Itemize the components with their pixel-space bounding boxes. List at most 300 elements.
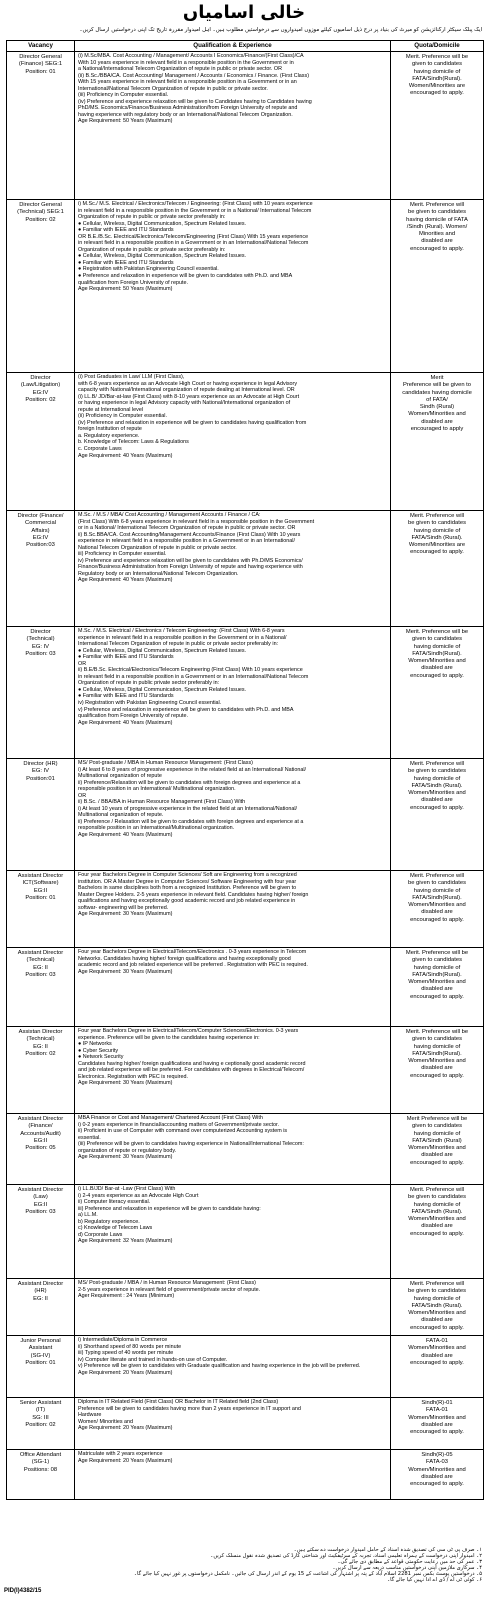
qualification-line: ii) B.Sc.BBA/CA. Cost Accounting/Management Accounts/Finance (First Class) With 10 years (78, 531, 301, 538)
quota-cell (391, 1450, 484, 1500)
quota-line: be given to candidates (407, 209, 466, 216)
qualification-line: ● Preference and relaxation in experience will be given to candidates with Ph.D. and MBA (78, 273, 293, 280)
qualification-line: Multinational organization of repute (78, 773, 162, 780)
quota-line: encouraged to apply. (410, 993, 464, 1000)
vacancy-line: Junior Personal (20, 1338, 61, 1344)
quota-line: disabled are (421, 665, 453, 672)
qualification-line: iv) Registration with Pakistan Engineering Council essential. (78, 700, 222, 707)
footer-note: ۱۔ صرف پی ٹی سی کی تصدیق شدہ اسناد کے حامل امیدوار درخواست دے سکتے ہیں۔ (293, 1547, 482, 1553)
vacancy-line: Accounts/Audit) (20, 1130, 61, 1137)
quota-line: given to candidates (412, 1036, 462, 1043)
quota-cell (391, 948, 484, 1027)
vacancy-line: Position: 02 (25, 216, 56, 223)
quota-line: Merit. Preference will (409, 202, 465, 208)
qualification-line: (iii) Proficiency in Computer essential. (78, 92, 169, 99)
vacancy-line: SG: III (32, 1414, 49, 1421)
quota-line: given to candidates (412, 1123, 462, 1130)
qualification-line: i) At least 10 years of progressive experience in the related field at an International/National/ (78, 805, 298, 812)
quota-cell (391, 1027, 484, 1114)
qualification-line: i) M.Sc./ M.S. Electrical / Electronics/Telecom / Engineering: (First Class) with 10 years experience (78, 201, 313, 207)
vacancy-line: Commercial (25, 520, 56, 527)
vacancy-line: Assistant Director (17, 1116, 64, 1122)
quota-line: Merit. Preference will (409, 1281, 465, 1287)
qualification-cell (75, 1398, 391, 1450)
quota-line: be given to candidates (407, 1194, 466, 1201)
qualification-line: i) 2-4 years experience as an Advocate High Court (78, 1192, 199, 1199)
vacancy-line: EG:II (33, 1201, 48, 1208)
qualification-line: or having experience in legal Advisory capacity with National/International organization of (78, 400, 291, 407)
qualification-line: in relevant field in a responsible position in a Government or in an International/National Telecom (78, 240, 309, 247)
vacancy-line: Position: 02 (25, 396, 56, 403)
table-row (7, 52, 484, 200)
qualification-line: iii) Typing speed of 40 words per minute (78, 1350, 174, 1357)
qualification-line: experience in relevant field in a responsible position in the Government or in a National/ (78, 634, 287, 641)
qualification-line: Age Requirement: 40 Years (Maximum) (78, 577, 173, 584)
qualification-line: ● Network Security (78, 1054, 124, 1061)
qualification-cell (75, 871, 391, 948)
quota-line: having domicile of (413, 1201, 461, 1208)
quota-line: FATA/Sindh (Rural). (411, 1208, 463, 1215)
qualification-cell (75, 511, 391, 627)
quota-cell (391, 759, 484, 871)
vacancy-line: ICT(Software) (22, 880, 59, 887)
qualification-line: with 6-8 years experience as an Advocate High Court or having experience in legal Advisory (78, 380, 298, 387)
vacancy-line: (Technical) SEG:1 (17, 209, 64, 216)
quota-line: Sindh(R)-01 (421, 1400, 453, 1406)
vacancy-line: Position:03 (26, 542, 55, 549)
qualification-line: (i) M.Sc/MBA. Cost Accounting / Management/ Accounts I Economics/Finance/(First Class)/CA (78, 53, 304, 59)
vacancy-line: Director (30, 375, 51, 381)
vacancy-cell (7, 759, 75, 871)
vacancy-line: Assistan Director (18, 1029, 63, 1035)
quota-line: encouraged to apply. (410, 90, 464, 97)
qualification-line: Multinational organization of repute. (78, 812, 164, 819)
vacancy-line: EG: II (33, 1295, 48, 1302)
vacancy-line: Position: 05 (25, 1145, 56, 1152)
qualification-line: OR (78, 792, 87, 799)
qualification-cell (75, 52, 391, 200)
quota-line: Women/Minorities are (408, 542, 466, 549)
qualification-line: v) Preference will be given to candidates with Graduate qualification and having experience in the job will be preferred. (78, 1363, 361, 1370)
table-row (7, 1336, 484, 1398)
quota-cell (391, 1336, 484, 1398)
vacancy-line: Affairs) (31, 527, 50, 534)
vacancy-cell (7, 627, 75, 759)
quota-line: Women/Minorities and (408, 1466, 466, 1473)
vacancy-line: (SG-IV) (30, 1352, 51, 1359)
qualification-line: experience in relevant field in a responsible position in a Government or in an International/ (78, 538, 295, 545)
qualification-cell (75, 627, 391, 759)
quota-cell (391, 200, 484, 373)
qualification-line: v) Preference and relaxation in experience will be given to candidates with Ph.D. and MBA (78, 706, 294, 713)
qualification-line: Hardware (78, 1412, 102, 1419)
quota-line: disabled are (421, 238, 453, 245)
vacancy-line: Assistant Director (17, 1187, 64, 1193)
qualification-line: Organization of repute in public or private sector preferably in: (78, 214, 226, 221)
quota-line: encouraged to apply. (410, 1429, 464, 1436)
quota-line: Sindh (Rural) (419, 404, 455, 411)
qualification-line: Preference will be given to candidates having more than 2 years experience in IT support and (78, 1405, 301, 1412)
publication-id: PID(I)4382/15 (4, 1588, 42, 1594)
qualification-line: ● Cellular, Wireless, Digital Communication, Spectrum Related Issues. (78, 686, 247, 693)
qualification-line: ii) Proficient in use of Computer with command over computerized Accounting system is (78, 1128, 288, 1135)
table-row (7, 1450, 484, 1500)
vacancy-cell (7, 1279, 75, 1336)
quota-line: FATA/Sindh(Rural). (412, 1050, 462, 1057)
table-row (7, 948, 484, 1027)
qualification-line: Finance/Business Administration from Foreign University of repute and having experience with (78, 564, 303, 571)
qualification-line: (iv) Preference and relaxation in experience will be given to candidates having qualification from (78, 419, 307, 426)
qualification-line: c. Corporate Laws (78, 446, 122, 453)
quota-cell (391, 871, 484, 948)
qualification-line: Age Requirement: 50 Years (Maximum) (78, 118, 173, 125)
vacancy-line: Position: 01 (25, 68, 56, 75)
vacancy-line: Office Attendant (19, 1452, 62, 1458)
quota-line: encouraged to apply. (410, 1072, 464, 1079)
quota-line: /Sindh (Rural). Women/ (406, 223, 468, 230)
quota-line: Merit Preference will be (406, 1116, 468, 1122)
qualification-line: Matriculate with 2 years experience (78, 1451, 163, 1457)
qualification-line: (ii) Proficiency in Computer essential. (78, 413, 167, 420)
qualification-line: iii) Preference and relaxation in experience will be given to candidate having: (78, 1205, 261, 1212)
quota-line: FATA/Sindh (Rural). (411, 1302, 463, 1309)
quota-cell (391, 1398, 484, 1450)
quota-line: Merit (430, 375, 444, 381)
footer-note: ۴۔ سرکاری ملازمین اپنی درخواستیں مناسب ذریعہ سے ارسال کریں۔ (332, 1565, 482, 1571)
qualification-line: i) LL.B/JD/ Bar-at -Law (First Class) With (78, 1186, 176, 1192)
quota-line: Women/Minorities and (408, 411, 466, 418)
quota-line: encouraged to apply. (410, 1230, 464, 1237)
quota-line: encouraged to apply (410, 426, 464, 433)
qualification-cell (75, 759, 391, 871)
qualification-line: Four year Bachelors Degree in Electrical/Telecom/Computer Sciences/Electronics. 0-3 years (78, 1028, 299, 1034)
qualification-line: ● Familiar with IEEE and ITU Standards (78, 654, 174, 661)
qualification-line: Organization of repute in public private sector preferably in: (78, 680, 220, 687)
quota-line: Merit. Preference will (409, 513, 465, 519)
vacancy-cell (7, 52, 75, 200)
qualification-cell (75, 200, 391, 373)
qualification-line: Women/ Minorities and (78, 1418, 134, 1425)
qualification-cell (75, 373, 391, 511)
quota-line: Preference will be given to (403, 382, 471, 389)
qualification-line: a) LL.M. (78, 1212, 98, 1219)
qualification-line: Age Requirement: 30 Years (Maximum) (78, 1080, 173, 1087)
quota-line: Women/Minorities and (408, 1310, 466, 1317)
qualification-line: qualification from Foreign University of repute. (78, 279, 188, 286)
vacancy-line: Director General (19, 54, 62, 60)
column-header-vacancy: Vacancy (7, 41, 75, 52)
vacancy-line: (SG-1) (31, 1459, 50, 1466)
quota-cell (391, 52, 484, 200)
footer-note: ۳۔ عمر کی حد میں رعایت حکومتی قواعد کے مطابق دی جائے گی۔ (337, 1559, 482, 1565)
qualification-line: a. Regulatory experience. (78, 432, 140, 439)
qualification-line: responsible position in an International/ Multinational organization. (78, 786, 236, 793)
vacancy-cell (7, 1398, 75, 1450)
quota-cell (391, 373, 484, 511)
quota-line: Women/Minorities and (408, 790, 466, 797)
qualification-line: experience. Preference will be given to the candidates having experience in: (78, 1034, 260, 1041)
qualification-line: PhD/MS. Economics/Finance/Business Administration/from Foreign University of repute and (78, 105, 298, 112)
qualification-line: in relevant field in a responsible position in the Government or in a National/ International Telecom (78, 207, 312, 214)
quota-line: having domicile of (413, 1043, 461, 1050)
qualification-line: d) Corporate Laws (78, 1231, 123, 1238)
qualification-line: i) 0-2 years experience in financial/accounting matters of Government/private sector. (78, 1121, 280, 1128)
quota-line: encouraged to apply. (410, 1324, 464, 1331)
qualification-line: Candidates having higher/ foreign qualifications and having e ceptionally good academic record (78, 1060, 306, 1067)
vacancy-line: EG: II (33, 964, 48, 971)
qualification-line: OR (78, 660, 87, 667)
vacancy-line: (Technical) (26, 636, 55, 643)
qualification-line: Age Requirement: 40 Years (Maximum) (78, 719, 173, 726)
page-title (0, 0, 488, 26)
vacancy-line: Director (Finance/ (17, 513, 64, 519)
vacancy-cell (7, 948, 75, 1027)
qualification-line: institution. OR A Master Degree in Computer Sciences/ Software Engineering with four year (78, 878, 297, 885)
quota-line: Women/Minorities and (408, 902, 466, 909)
qualification-line: Age Requirement: 30 Years (Maximum) (78, 968, 173, 975)
qualification-line: in relevant field in a responsible position in a Government or in an International/National Telecom (78, 673, 309, 680)
qualification-line: Electronics. Registration with PEC is required. (78, 1073, 188, 1080)
qualification-cell (75, 1027, 391, 1114)
qualification-line: ● Familiar with IEEE and ITU Standards (78, 227, 174, 234)
table-row (7, 1027, 484, 1114)
qualification-line: (iii) Preference will be given to candidates having experience in National/International Telecom: (78, 1141, 304, 1148)
vacancy-line: (Law/Litigation) (20, 382, 61, 389)
vacancy-cell (7, 871, 75, 948)
qualification-cell (75, 1450, 391, 1500)
vacancy-line: EG:II (33, 887, 48, 894)
quota-line: having domicile of (413, 527, 461, 534)
vacancy-line: Position: 03 (25, 1208, 56, 1215)
qualification-line: iv) Preference and experience relaxation will be given to candidates with Ph.D/MS Economics/ (78, 557, 303, 564)
qualification-line: essential. (78, 1134, 101, 1141)
vacancy-line: Director (30, 629, 51, 635)
quota-line: encouraged to apply. (410, 245, 464, 252)
qualification-line: (ii) B.Sc./BBA/CA. Cost Accounting/ Management / Accounts / Economics / Finance. (First Class) (78, 72, 309, 79)
quota-cell (391, 511, 484, 627)
vacancies-table (6, 40, 484, 1500)
qualification-line: Organization of repute in public or private sector preferably in: (78, 246, 226, 253)
qualification-line: b. Knowledge of Telecom: Laws & Regulations (78, 439, 189, 446)
qualification-line: Bachelors in same disciplines both from a recognized Institution. Preference will be given to (78, 885, 297, 892)
quota-line: FATA-01 (425, 1338, 448, 1344)
qualification-line: b) Regulatory experience. (78, 1218, 140, 1225)
quota-line: encouraged to apply. (410, 672, 464, 679)
quota-line: be given to candidates (407, 1288, 466, 1295)
quota-line: FATA/Sindh (Rural). (411, 782, 463, 789)
vacancy-line: EG:IV (32, 534, 49, 541)
table-row (7, 627, 484, 759)
quota-line: Minorities and (418, 231, 456, 238)
quota-line: Merit. Preference will (409, 761, 465, 767)
qualification-line: ii) B.E/B.Sc. Electrical/Electronics/Telecom Engineering (First Class) With 10 years experience (78, 667, 303, 674)
qualification-line: and job related experience will be preferred. For candidates with degrees in Electrical/Telecom/ (78, 1067, 305, 1074)
quota-line: encouraged to apply. (410, 1159, 464, 1166)
qualification-line: Age Requirement: 20 Years (Maximum) (78, 1457, 173, 1464)
quota-line: disabled are (421, 909, 453, 916)
vacancy-line: EG: II (33, 1043, 48, 1050)
title-text: خالی اسامیاں (182, 2, 306, 23)
quota-line: disabled are (421, 986, 453, 993)
quota-line: Women/Minorities and (408, 1345, 466, 1352)
quota-line: FATA-03 (425, 1459, 448, 1466)
qualification-line: ● Cyber Security (78, 1047, 119, 1054)
qualification-line: Age Requirement: 20 Years (Maximum) (78, 1369, 173, 1376)
quota-line: having domicile of (413, 887, 461, 894)
qualification-line: Four year Bachelors Degree in Computer Sciences/ Soft are Engineering from a recognized (78, 872, 297, 878)
vacancy-line: (Finance) SEG:1 (18, 61, 63, 68)
vacancy-line: EG: IV (31, 643, 50, 650)
qualification-line: qualifications and having exceptionally good academic record and job related experience in (78, 898, 296, 905)
vacancy-line: Positions: 08 (23, 1466, 58, 1473)
vacancy-line: Position: 02 (25, 1421, 56, 1428)
quota-line: Merit. Preference will be (405, 950, 469, 956)
qualification-line: Age Requirement: 30 Years (Maximum) (78, 911, 173, 918)
vacancy-cell (7, 1336, 75, 1398)
qualification-line: iv) Computer literate and trained in hands-on use of Computer. (78, 1356, 228, 1363)
qualification-line: (i) LL.B/ JD/Bar-at-law (First Class) with 8-10 years experience as an Advocate at High Court (78, 393, 300, 400)
qualification-line: iii) Proficiency in Computer essential. (78, 551, 167, 558)
quota-line: Merit. Preference will (409, 1187, 465, 1193)
quota-line: given to candidates (412, 957, 462, 964)
quota-line: be given to candidates (407, 520, 466, 527)
qualification-line: c) Knowledge of Telecom Laws (78, 1225, 153, 1232)
vacancy-line: (IT) (35, 1407, 45, 1414)
footer-notes (6, 1547, 482, 1595)
qualification-line: a National/International Telecom Organization of repute in public or private sector. OR (78, 66, 282, 73)
qualification-line: OR B.E./B.Sc. Electrical/Electronics/Telecom/Engineering (First Class) With 15 years experience (78, 233, 309, 240)
vacancy-line: Position: 03 (25, 971, 56, 978)
qualification-line: capacity with National/International organization of repute dealing at International level. OR (78, 387, 295, 394)
quota-line: encouraged to apply. (410, 1359, 464, 1366)
qualification-line: International/National Telecom Organization of repute in public or private sector. (78, 85, 268, 92)
qualification-line: softwar- engineering will be preferred. (78, 904, 169, 911)
vacancy-line: Position: 01 (25, 894, 56, 901)
qualification-line: With 10 years experience in relevant field in a responsible position in the Government or in (78, 59, 294, 66)
quota-line: encouraged to apply. (410, 916, 464, 923)
table-body (7, 52, 484, 1500)
qualification-line: ii) B.Sc. / BBA/BA in Human Resource Management (First Class) With (78, 799, 246, 806)
vacancy-line: (Technical) (26, 957, 55, 964)
quota-cell (391, 1279, 484, 1336)
quota-line: disabled are (421, 1421, 453, 1428)
quota-line: FATA/Sindh(Rural). (412, 75, 462, 82)
vacancy-line: Director General (19, 202, 62, 208)
vacancy-line: Position: 01 (25, 1359, 56, 1366)
table-row (7, 1398, 484, 1450)
column-header-quota: Quota/Domicile (391, 41, 484, 52)
quota-line: Women/Minorities and (408, 658, 466, 665)
vacancy-line: Position:01 (26, 775, 55, 782)
vacancy-line: Position: 02 (25, 1050, 56, 1057)
qualification-line: Networks. Candidates having higher/ foreign qualifications and having exceptionally good (78, 955, 291, 962)
quota-line: disabled are (421, 1065, 453, 1072)
vacancy-line: (Technical) (26, 1036, 55, 1043)
quota-line: disabled are (421, 1152, 453, 1159)
qualification-line: repute at International level (78, 406, 144, 413)
qualification-line: 2-5 years experience in relevant field of government/private sector of repute. (78, 1286, 261, 1293)
qualification-line: or in a National/ International Telecom Organization of repute in public or private sector. OR (78, 525, 296, 532)
qualification-line: ● Cellular, Wireless, Digital Communication, Spectrum Related Issues. (78, 220, 247, 227)
qualification-line: foreign Institution of repute (78, 426, 142, 433)
table-row (7, 511, 484, 627)
qualification-line: Master Degree Holders. 2-5 years experience in relevant field. Candidates having higher/ foreign (78, 891, 309, 898)
vacancy-line: EG:II (33, 1137, 48, 1144)
qualification-line: National Telecom Organization of repute in public or private sector. (78, 544, 237, 551)
qualification-cell (75, 1114, 391, 1185)
quota-line: Women/Minorities and (408, 979, 466, 986)
quota-line: be given to candidates (407, 880, 466, 887)
quota-line: Merit. Preference will be (405, 629, 469, 635)
qualification-line: ii) Preference/Relaxation will be given to candidates with foreign degrees and experience at a (78, 779, 301, 786)
footer-note: ۵۔ درخواستیں پوسٹ بکس نمبر 2281 اسلام آباد کے پتہ پر اشتہار کی اشاعت کے 15 یوم کے اندر ارسال کی جائیں۔ نامکمل درخواستوں پر غور نہیں کیا جائے گا۔ (134, 1571, 482, 1577)
quota-line: FATA-01 (425, 1407, 448, 1414)
quota-line: having domicile of (413, 643, 461, 650)
vacancy-cell (7, 1450, 75, 1500)
qualification-line: With 15 years experience in relevant field in a responsible position in a Government or in an (78, 79, 297, 86)
quota-line: Merit. Preference will be (405, 1029, 469, 1035)
qualification-line: Age Requirement: 40 Years (Maximum) (78, 452, 173, 459)
quota-line: FATA/Sindh (Rural). (411, 534, 463, 541)
quota-line: Sindh(R)-05 (421, 1452, 453, 1458)
quota-line: Women/Minorities and (408, 1216, 466, 1223)
qualification-line: M.Sc. / M.S / MBA/ Cost Accounting / Management Accounts / Finance / CA: (78, 512, 261, 518)
quota-line: encouraged to apply. (410, 549, 464, 556)
quota-line: disabled are (421, 1223, 453, 1230)
qualification-line: (iv) Preference and experience relaxation will be given to Candidates having to Candidates having (78, 98, 312, 105)
vacancy-cell (7, 1114, 75, 1185)
vacancy-line: (Finance/ (28, 1123, 53, 1130)
qualification-line: MBA Finance or Cost and Management/ Chartered Account (First Class) With (78, 1115, 263, 1121)
vacancy-line: Assistant Director (17, 1281, 64, 1287)
vacancy-line: Position: 03 (25, 650, 56, 657)
vacancy-line: Senior Assistant (19, 1400, 62, 1406)
quota-line: having domicile of (413, 964, 461, 971)
footer-note: ۶۔ کوئی ٹی اے / ڈی اے ادا نہیں کیا جائے گا۔ (387, 1577, 482, 1583)
vacancy-line: EG: IV (31, 768, 50, 775)
qualification-line: i) At least 6 to 8 years of progressive experience in the related field at an International/ National/ (78, 766, 307, 773)
vacancy-line: (HR) (34, 1288, 47, 1295)
quota-line: having domicile of (413, 1130, 461, 1137)
footer-note: ۲۔ امیدوار اپنی درخواست کے ہمراہ تعلیمی اسناد، تجربہ کے سرٹیفکیٹ اور شناختی کارڈ کی تصدیق شدہ نقول منسلک کریں۔ (210, 1553, 482, 1559)
qualification-line: ii) Preference / Relaxation will be given to candidates with foreign degrees and experience at a (78, 818, 304, 825)
vacancy-line: Director (HR) (23, 761, 58, 767)
qualification-line: ● Cellular, Wireless, Digital Communication, Spectrum Related Issues. (78, 253, 247, 260)
quota-line: disabled are (421, 1317, 453, 1324)
qualification-line: ii) Shorthand speed of 80 words per minute (78, 1343, 182, 1350)
quota-line: disabled are (421, 1352, 453, 1359)
qualification-cell (75, 1336, 391, 1398)
quota-line: having domicile of (413, 775, 461, 782)
quota-line: having domicile of (413, 68, 461, 75)
vacancy-line: Assistant Director (17, 873, 64, 879)
vacancy-line: Assistant (28, 1345, 53, 1352)
quota-cell (391, 1185, 484, 1279)
quota-line: Merit. Preference will (409, 873, 465, 879)
qualification-cell (75, 948, 391, 1027)
vacancy-cell (7, 1027, 75, 1114)
qualification-line: (i) Post Graduates in Law/ LLM (First Class), (78, 374, 185, 380)
qualification-line: International Telecom Organization of repute in public or private sector preferably in: (78, 641, 279, 648)
quota-line: Women/Minorities and (408, 1414, 466, 1421)
quota-line: disabled are (421, 418, 453, 425)
table-row (7, 1279, 484, 1336)
qualification-line: ● Cellular, Wireless, Digital Communication, Spectrum Related Issues. (78, 647, 247, 654)
qualification-line: Age Requirement: 30 Years (Maximum) (78, 1154, 173, 1161)
quota-line: candidates having domicile (402, 389, 472, 396)
quota-line: having domicile of FATA (406, 216, 468, 223)
qualification-line: ● Registration with Pakistan Engineering Council essential. (78, 266, 219, 273)
